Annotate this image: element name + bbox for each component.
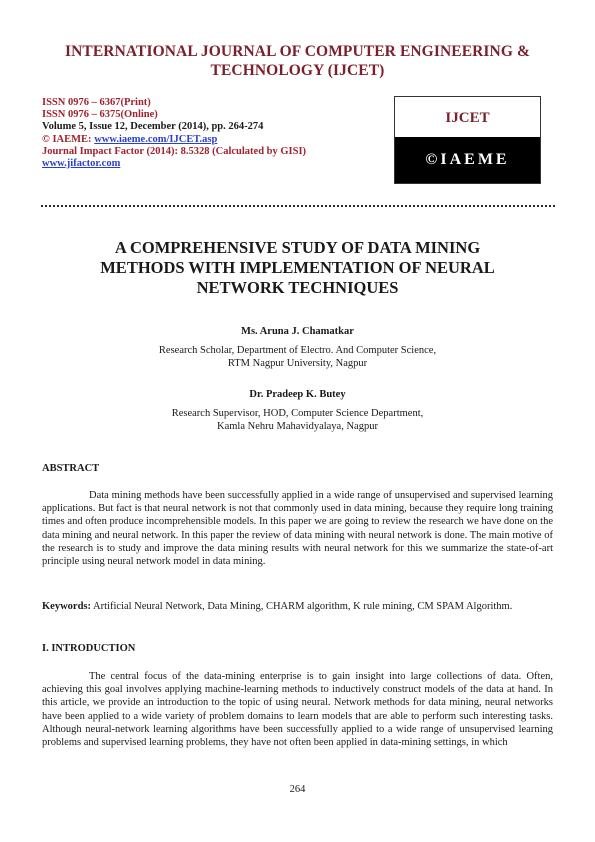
iaeme-prefix: © IAEME:	[42, 133, 95, 145]
author-name: Dr. Pradeep K. Butey	[249, 389, 346, 400]
issn-print: ISSN 0976 – 6367(Print)	[42, 97, 151, 108]
keywords	[42, 600, 553, 613]
logo-publisher: ©IAEME	[395, 137, 540, 183]
page-number: 264	[289, 784, 306, 795]
issn-online: ISSN 0976 – 6375(Online)	[42, 109, 158, 121]
author-name: Ms. Aruna J. Chamatkar	[241, 326, 354, 337]
abstract-heading: ABSTRACT	[42, 463, 100, 474]
affiliation-line1: Research Scholar, Department of Electro. And Computer Science,	[158, 345, 437, 356]
introduction-heading: I. INTRODUCTION	[42, 643, 136, 654]
journal-metadata	[42, 97, 306, 170]
dotted-divider	[40, 204, 555, 208]
author-block-2	[40, 389, 555, 433]
iaeme-line	[42, 134, 306, 146]
affiliation-line2: RTM Nagpur University, Nagpur	[227, 358, 368, 369]
keywords-label: Keywords:	[42, 601, 91, 612]
paper-title-line2: METHODS WITH IMPLEMENTATION OF NEURAL	[100, 258, 495, 277]
jifactor-link[interactable]: www.jifactor.com	[42, 158, 121, 170]
journal-title	[30, 42, 565, 80]
affiliation-line1: Research Supervisor, HOD, Computer Science Department,	[171, 408, 424, 419]
journal-title-line1: INTERNATIONAL JOURNAL OF COMPUTER ENGINEERING &	[64, 43, 530, 60]
logo-journal-abbrev: IJCET	[445, 109, 490, 126]
iaeme-link[interactable]: www.iaeme.com/IJCET.asp	[94, 133, 218, 145]
impact-factor: Journal Impact Factor (2014): 8.5328 (Calculated by GISI)	[42, 145, 307, 157]
introduction-body: The central focus of the data-mining enterprise is to gain insight into large collections of data. Often, achieving this goal involves applying machine-learning methods to inductively construct models of the data at hand. In this article, we provide an introduction to the topic of using neural. Network methods for data mining, neural networks have been applied to a wide variety of problem domains to learn models that are able to perform such interesting tasks. Although neural-network learning algorithms have been successfully applied to a wide range of unsupervised learning problems and supervised learning problems, they have not often been applied in data-mining settings, in which	[42, 671, 553, 749]
keywords-text: Artificial Neural Network, Data Mining, CHARM algorithm, K rule mining, CM SPAM Algorithm.	[91, 601, 513, 612]
author-affiliation	[40, 344, 555, 370]
paper-title	[40, 238, 555, 298]
paper-title-line3: NETWORK TECHNIQUES	[196, 278, 399, 297]
journal-title-line2: TECHNOLOGY (IJCET)	[210, 62, 385, 79]
author-affiliation	[40, 407, 555, 433]
paper-title-line1: A COMPREHENSIVE STUDY OF DATA MINING	[114, 238, 481, 257]
journal-logo	[394, 96, 541, 184]
affiliation-line2: Kamla Nehru Mahavidyalaya, Nagpur	[217, 421, 378, 432]
author-block-1	[40, 326, 555, 370]
abstract-body: Data mining methods have been successfully applied in a wide range of unsupervised and supervised learning applications. But fact is that neural network is not that commonly used in data mining, because they require long training times and often produce incomprehensible models. In this paper we are going to review the research we have done on the data mining and neural network. In this paper the review of data mining with neural network is done. The main motive of the research is to study and improve the data mining results with neural network for this we summarize the state-of-art principle using neural network model in data mining.	[42, 490, 553, 568]
volume-info: Volume 5, Issue 12, December (2014), pp. 264-274	[42, 121, 264, 133]
